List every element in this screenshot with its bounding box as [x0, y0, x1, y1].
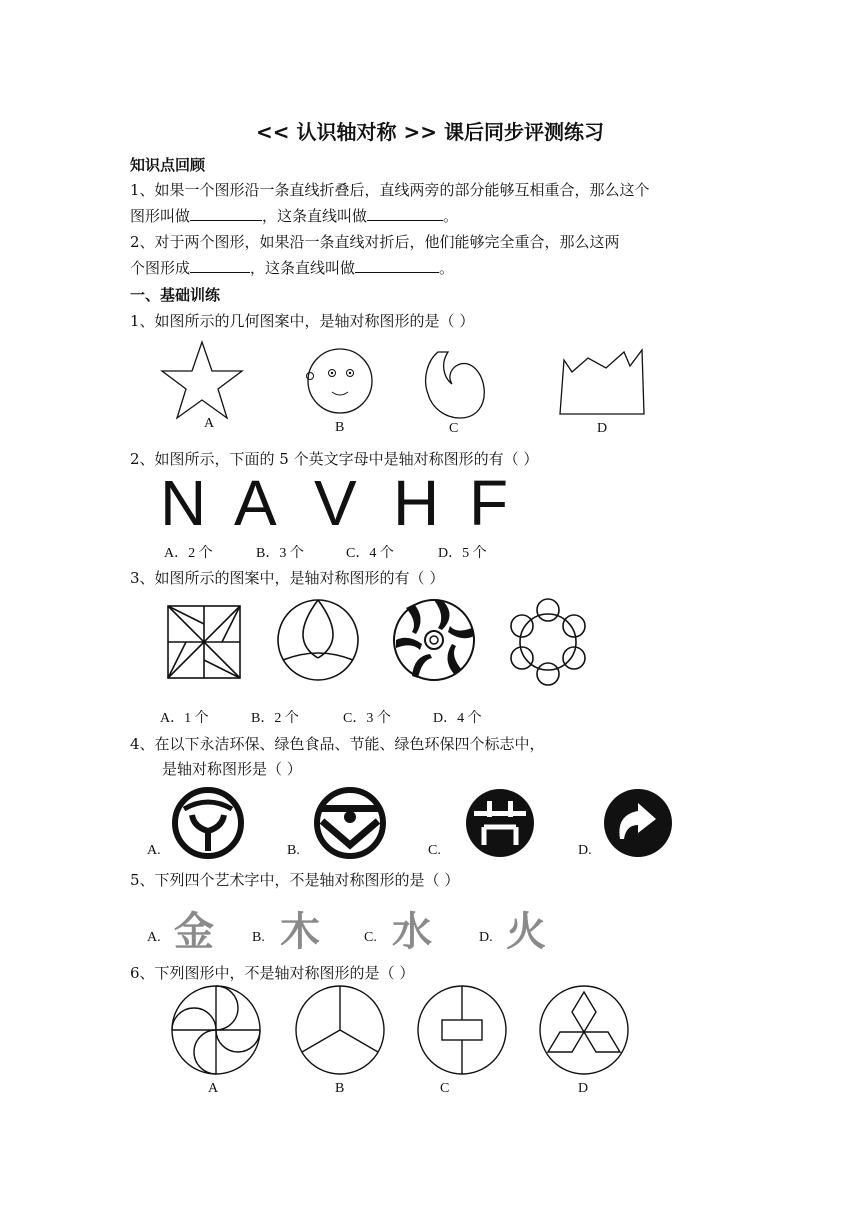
- q3-option-a: A．1 个: [160, 711, 209, 726]
- section1-heading: 一、基础训练: [130, 286, 221, 304]
- q5-char-mu: 木: [280, 909, 320, 955]
- diamond-circle-figure: [540, 986, 628, 1074]
- answer-blank[interactable]: [190, 206, 262, 221]
- q5-text: 5、下列四个艺术字中，不是轴对称图形的是（ ）: [130, 871, 460, 889]
- review-q2-line2: [130, 257, 454, 278]
- q4-text-line2: 是轴对称图形是（ ）: [162, 760, 302, 778]
- review-q1-line1: 1、如果一个图形沿一条直线折叠后，直线两旁的部分能够互相重合，那么这个: [130, 181, 650, 199]
- q5-char-huo: 火: [506, 909, 546, 955]
- q5-label-b: B.: [252, 930, 265, 945]
- review-q1-part-a: 图形叫做: [130, 207, 191, 225]
- pinwheel-figure: [168, 606, 240, 678]
- q6-figures: [170, 984, 640, 1076]
- q2-option-d: D．5 个: [438, 546, 487, 561]
- q5-label-c: C.: [364, 930, 377, 945]
- q3-option-c: C．3 个: [343, 711, 391, 726]
- swirl-figure: [172, 986, 260, 1074]
- q6-label-a: A: [208, 1081, 219, 1096]
- star-figure: [162, 342, 242, 418]
- q2-text: 2、如图所示，下面的 5 个英文字母中是轴对称图形的有（ ）: [130, 450, 539, 468]
- q1-figures: [160, 338, 660, 443]
- flower-figure: [511, 599, 585, 685]
- q2-option-b: B．3 个: [256, 546, 304, 561]
- q6-label-b: B: [335, 1081, 345, 1096]
- review-q2-line1: 2、对于两个图形，如果沿一条直线对折后，他们能够完全重合，那么这两: [130, 233, 620, 251]
- logo-d: [604, 789, 672, 857]
- q6-label-c: C: [440, 1081, 450, 1096]
- q1-label-a: A: [204, 416, 215, 431]
- q1-label-d: D: [597, 421, 608, 436]
- review-q1-part-b: ，这条直线叫做: [262, 207, 368, 225]
- answer-blank[interactable]: [355, 258, 439, 273]
- q1-label-c: C: [449, 421, 459, 436]
- review-q1-part-c: 。: [443, 207, 459, 225]
- q3-text: 3、如图所示的图案中，是轴对称图形的有（ ）: [130, 569, 445, 587]
- q2-letter-v: V: [314, 467, 357, 539]
- q3-option-d: D．4 个: [433, 711, 482, 726]
- review-q2-part-a: 个图形成: [130, 259, 191, 277]
- q5-char-shui: 水: [392, 909, 432, 955]
- q4-label-a: A.: [147, 843, 161, 858]
- q2-option-a: A．2 个: [164, 546, 213, 561]
- answer-blank[interactable]: [367, 206, 443, 221]
- q1-text: 1、如图所示的几何图案中，是轴对称图形的是（ ）: [130, 312, 475, 330]
- leaf-figure: [426, 352, 485, 418]
- q4-text-line1: 4、在以下永洁环保、绿色食品、节能、绿色环保四个标志中，: [130, 735, 545, 753]
- q2-letter-n: N: [160, 467, 207, 539]
- y-circle-figure: [296, 986, 384, 1074]
- q1-label-b: B: [335, 420, 345, 435]
- logo-a: [175, 790, 241, 856]
- q6-text: 6、下列图形中，不是轴对称图形的是（ ）: [130, 964, 415, 982]
- review-heading: 知识点回顾: [130, 156, 206, 174]
- q4-label-d: D.: [578, 843, 592, 858]
- logo-c: [466, 789, 534, 857]
- q2-letter-f: F: [469, 467, 509, 539]
- review-q2-part-b: ，这条直线叫做: [250, 259, 356, 277]
- q2-letter-a: A: [234, 467, 277, 539]
- q6-label-d: D: [578, 1081, 589, 1096]
- swirl-circle-figure: [394, 600, 474, 680]
- logo-b: [317, 790, 383, 856]
- q2-letter-h: H: [393, 467, 440, 539]
- q4-label-c: C.: [428, 843, 441, 858]
- face-figure: [307, 349, 373, 413]
- rect-circle-figure: [418, 986, 506, 1074]
- q5-label-d: D.: [479, 930, 493, 945]
- q5-char-jin: 金: [174, 909, 214, 955]
- answer-blank[interactable]: [190, 258, 250, 273]
- q3-option-b: B．2 个: [251, 711, 299, 726]
- review-q2-part-c: 。: [439, 259, 455, 277]
- q4-label-b: B.: [287, 843, 300, 858]
- review-q1-line2: [130, 205, 458, 226]
- page-title: << 认识轴对称 >> 课后同步评测练习: [256, 120, 604, 144]
- q2-option-c: C．4 个: [346, 546, 394, 561]
- three-petal-circle-figure: [278, 600, 358, 680]
- q5-label-a: A.: [147, 930, 161, 945]
- mountain-figure: [560, 350, 644, 414]
- q3-figures: [160, 598, 600, 688]
